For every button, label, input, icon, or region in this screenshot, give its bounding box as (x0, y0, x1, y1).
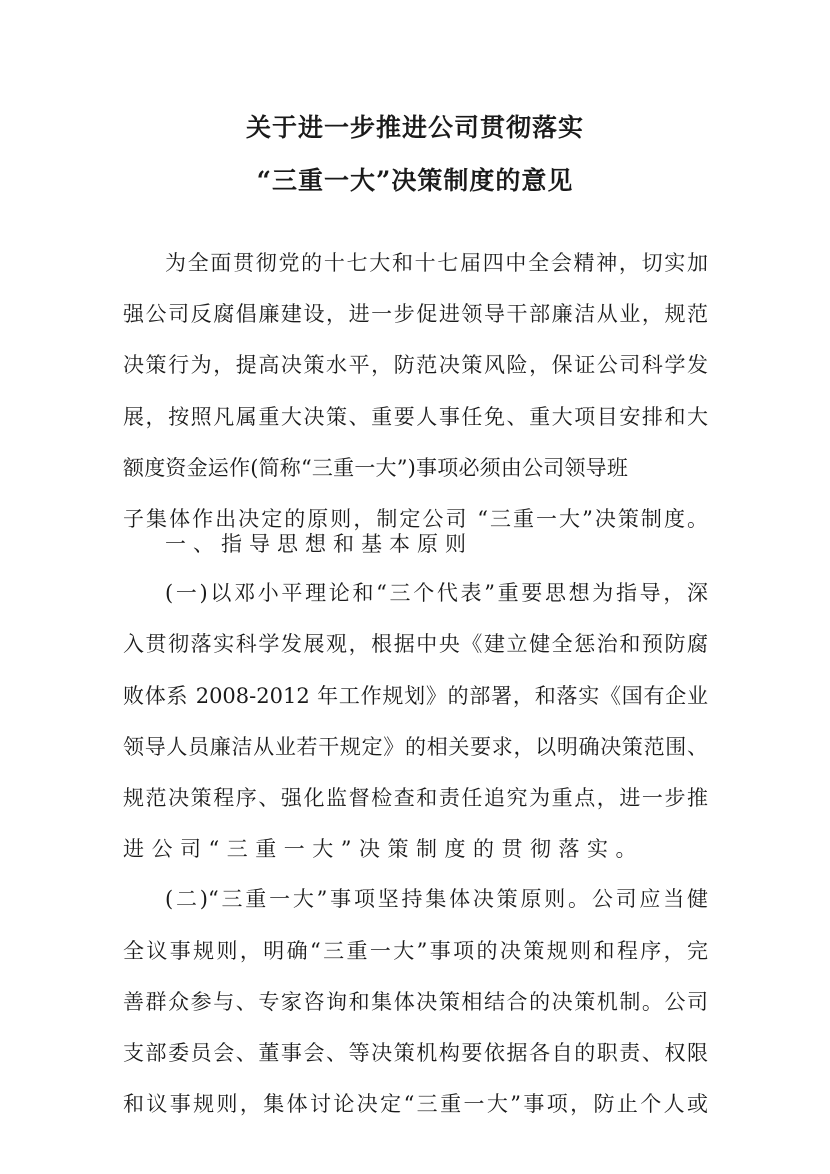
para1-line: 败体系 2008-2012 年工作规划》的部署，和落实《国有企业 (123, 684, 708, 708)
para1-line: 规范决策程序、强化监督检查和责任追究为重点，进一步推 (123, 786, 708, 810)
intro-line: 展，按照凡属重大决策、重要人事任免、重大项目安排和大 (123, 405, 708, 429)
intro-line: 强公司反腐倡廉建设，进一步促进领导干部廉洁从业，规范 (123, 302, 708, 326)
para1-line: 领导人员廉洁从业若干规定》的相关要求，以明确决策范围、 (123, 735, 708, 759)
intro-line: 为全面贯彻党的十七大和十七届四中全会精神，切实加 (165, 251, 708, 275)
para2-line: (二)“三重一大”事项坚持集体决策原则。公司应当健 (165, 887, 708, 911)
section-heading: 一、指导思想和基本原则 (165, 532, 473, 556)
para2-line: 和议事规则，集体讨论决定“三重一大”事项，防止个人或 (123, 1092, 708, 1116)
para2-line: 善群众参与、专家咨询和集体决策相结合的决策机制。公司 (123, 990, 708, 1014)
title-line-2: “三重一大”决策制度的意见 (256, 166, 574, 195)
para2-line: 全议事规则，明确“三重一大”事项的决策规则和程序，完 (123, 939, 708, 963)
intro-line: 决策行为，提高决策水平，防范决策风险，保证公司科学发 (123, 353, 708, 377)
para1-line: 进公司“三重一大”决策制度的贯彻落实。 (123, 837, 644, 861)
para1-line: (一)以邓小平理论和“三个代表”重要思想为指导，深 (165, 581, 708, 605)
intro-line: 子集体作出决定的原则，制定公司 “三重一大”决策制度。 (123, 507, 708, 531)
intro-line: 额度资金运作(简称“三重一大”)事项必须由公司领导班 (123, 456, 629, 480)
para2-line: 支部委员会、董事会、等决策机构要依据各自的职责、权限 (123, 1041, 708, 1065)
para1-line: 入贯彻落实科学发展观，根据中央《建立健全惩治和预防腐 (123, 632, 708, 656)
title-line-1: 关于进一步推进公司贯彻落实 (245, 113, 584, 142)
